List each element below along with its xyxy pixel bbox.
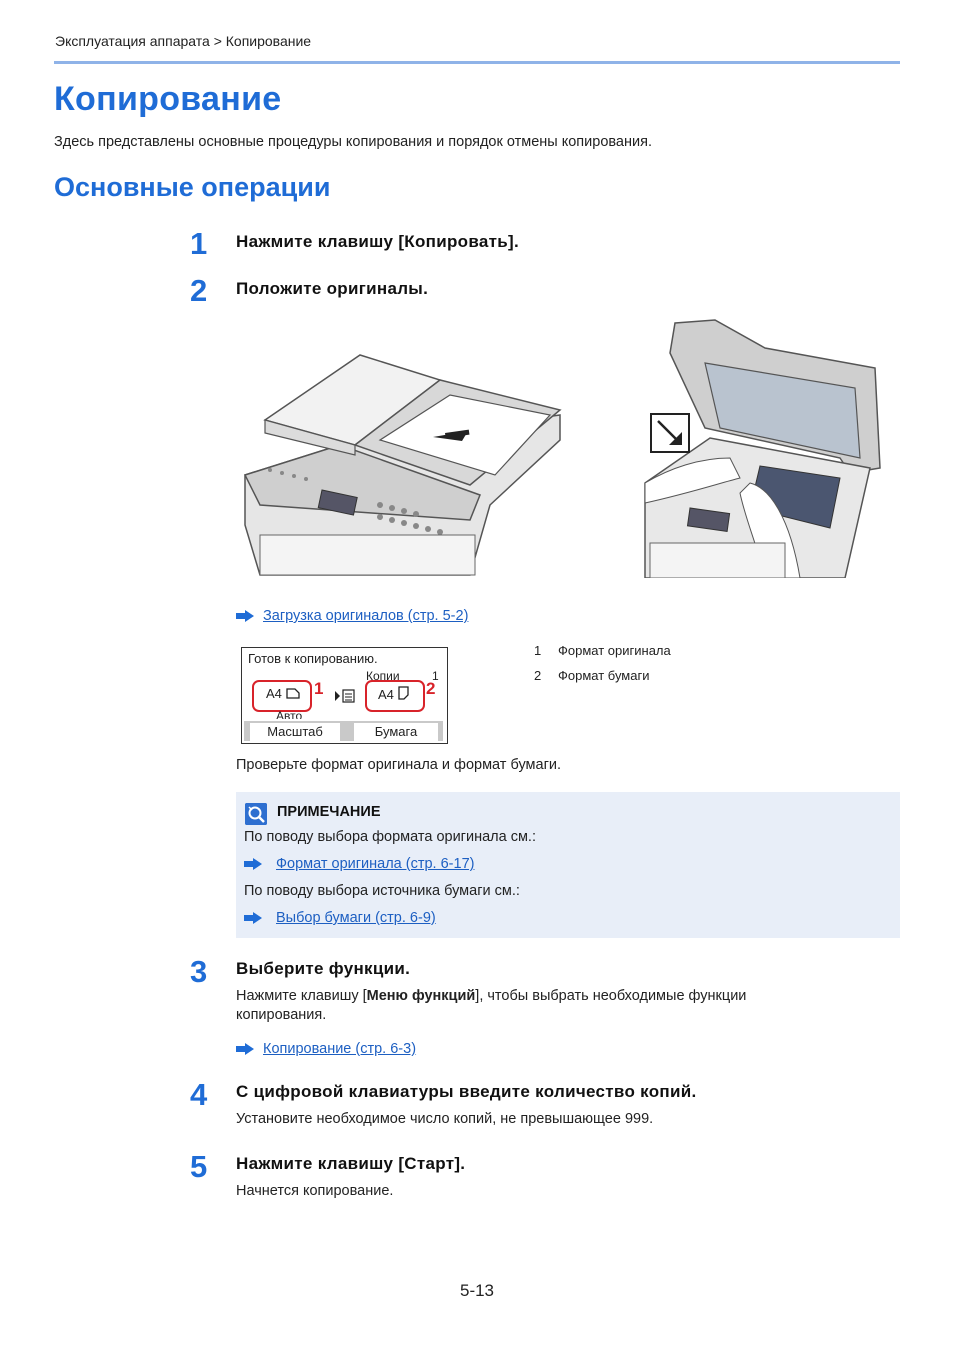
section-title: Основные операции xyxy=(54,172,331,202)
note-text: По поводу выбора формата оригинала см.: xyxy=(244,829,536,845)
paper-size-value: A4 xyxy=(378,686,409,702)
callout-2: 2 xyxy=(426,679,436,698)
link-row xyxy=(236,1041,416,1057)
step-text: Начнется копирование. xyxy=(236,1183,394,1199)
copying-link[interactable]: Копирование (стр. 6-3) xyxy=(263,1041,417,1057)
lcd-status: Готов к копированию. xyxy=(248,651,378,666)
arrow-right-icon xyxy=(236,1043,254,1055)
lcd-copies-value: 1 xyxy=(432,669,439,683)
note-heading: ПРИМЕЧАНИЕ xyxy=(277,804,381,820)
legend-item: 2 Формат бумаги xyxy=(534,668,650,683)
callout-1: 1 xyxy=(314,679,324,698)
note-icon xyxy=(245,803,267,825)
note-box xyxy=(236,792,900,938)
step-title: Нажмите клавишу [Копировать]. xyxy=(236,232,519,251)
zoom-softkey[interactable]: Масштаб xyxy=(250,723,340,741)
legend-item: 1 Формат оригинала xyxy=(534,643,671,658)
page-title: Копирование xyxy=(54,80,282,118)
page-number: 5-13 xyxy=(459,1281,495,1300)
arrow-right-icon xyxy=(236,610,254,622)
note-link-row xyxy=(244,910,436,926)
paper-softkey[interactable]: Бумага xyxy=(354,723,438,741)
copy-flow-icon xyxy=(334,688,356,704)
step-number: 2 xyxy=(190,273,208,308)
step-number: 1 xyxy=(190,226,208,261)
note-link-row xyxy=(244,856,474,872)
link-row xyxy=(236,608,468,624)
step-title: С цифровой клавиатуры введите количество копий. xyxy=(236,1082,697,1101)
step-number: 5 xyxy=(190,1149,208,1184)
arrow-right-icon xyxy=(244,912,262,924)
original-size-value: A4 xyxy=(266,686,300,701)
note-text: По поводу выбора источника бумаги см.: xyxy=(244,883,520,899)
landscape-sheet-icon xyxy=(286,687,300,699)
portrait-sheet-icon xyxy=(398,686,409,700)
header-rule xyxy=(54,61,900,64)
lcd-copies-label: Копии xyxy=(366,669,400,683)
lcd-panel xyxy=(241,647,448,744)
step-title: Нажмите клавишу [Старт]. xyxy=(236,1154,466,1173)
intro-text: Здесь представлены основные процедуры копирования и порядок отмены копирования. xyxy=(54,134,652,150)
paper-selection-link[interactable]: Выбор бумаги (стр. 6-9) xyxy=(276,910,436,926)
arrow-right-icon xyxy=(244,858,262,870)
step-text: Нажмите клавишу [Меню функций], чтобы выбрать необходимые функции копирования. xyxy=(236,988,747,1023)
step-title: Выберите функции. xyxy=(236,959,411,978)
loading-originals-link[interactable]: Загрузка оригиналов (стр. 5-2) xyxy=(263,608,469,624)
step-title: Положите оригиналы. xyxy=(236,279,429,298)
lcd-zoom-value: Авто xyxy=(276,709,303,719)
step-text: Установите необходимое число копий, не превышающее 999. xyxy=(236,1111,654,1127)
step-number: 4 xyxy=(190,1077,208,1112)
breadcrumb: Эксплуатация аппарата > Копирование xyxy=(55,33,312,49)
document-feeder-illustration xyxy=(240,345,570,577)
platen-illustration xyxy=(640,318,885,578)
check-text: Проверьте формат оригинала и формат бумаги. xyxy=(236,757,561,773)
step-number: 3 xyxy=(190,954,208,989)
original-size-link[interactable]: Формат оригинала (стр. 6-17) xyxy=(276,856,475,872)
